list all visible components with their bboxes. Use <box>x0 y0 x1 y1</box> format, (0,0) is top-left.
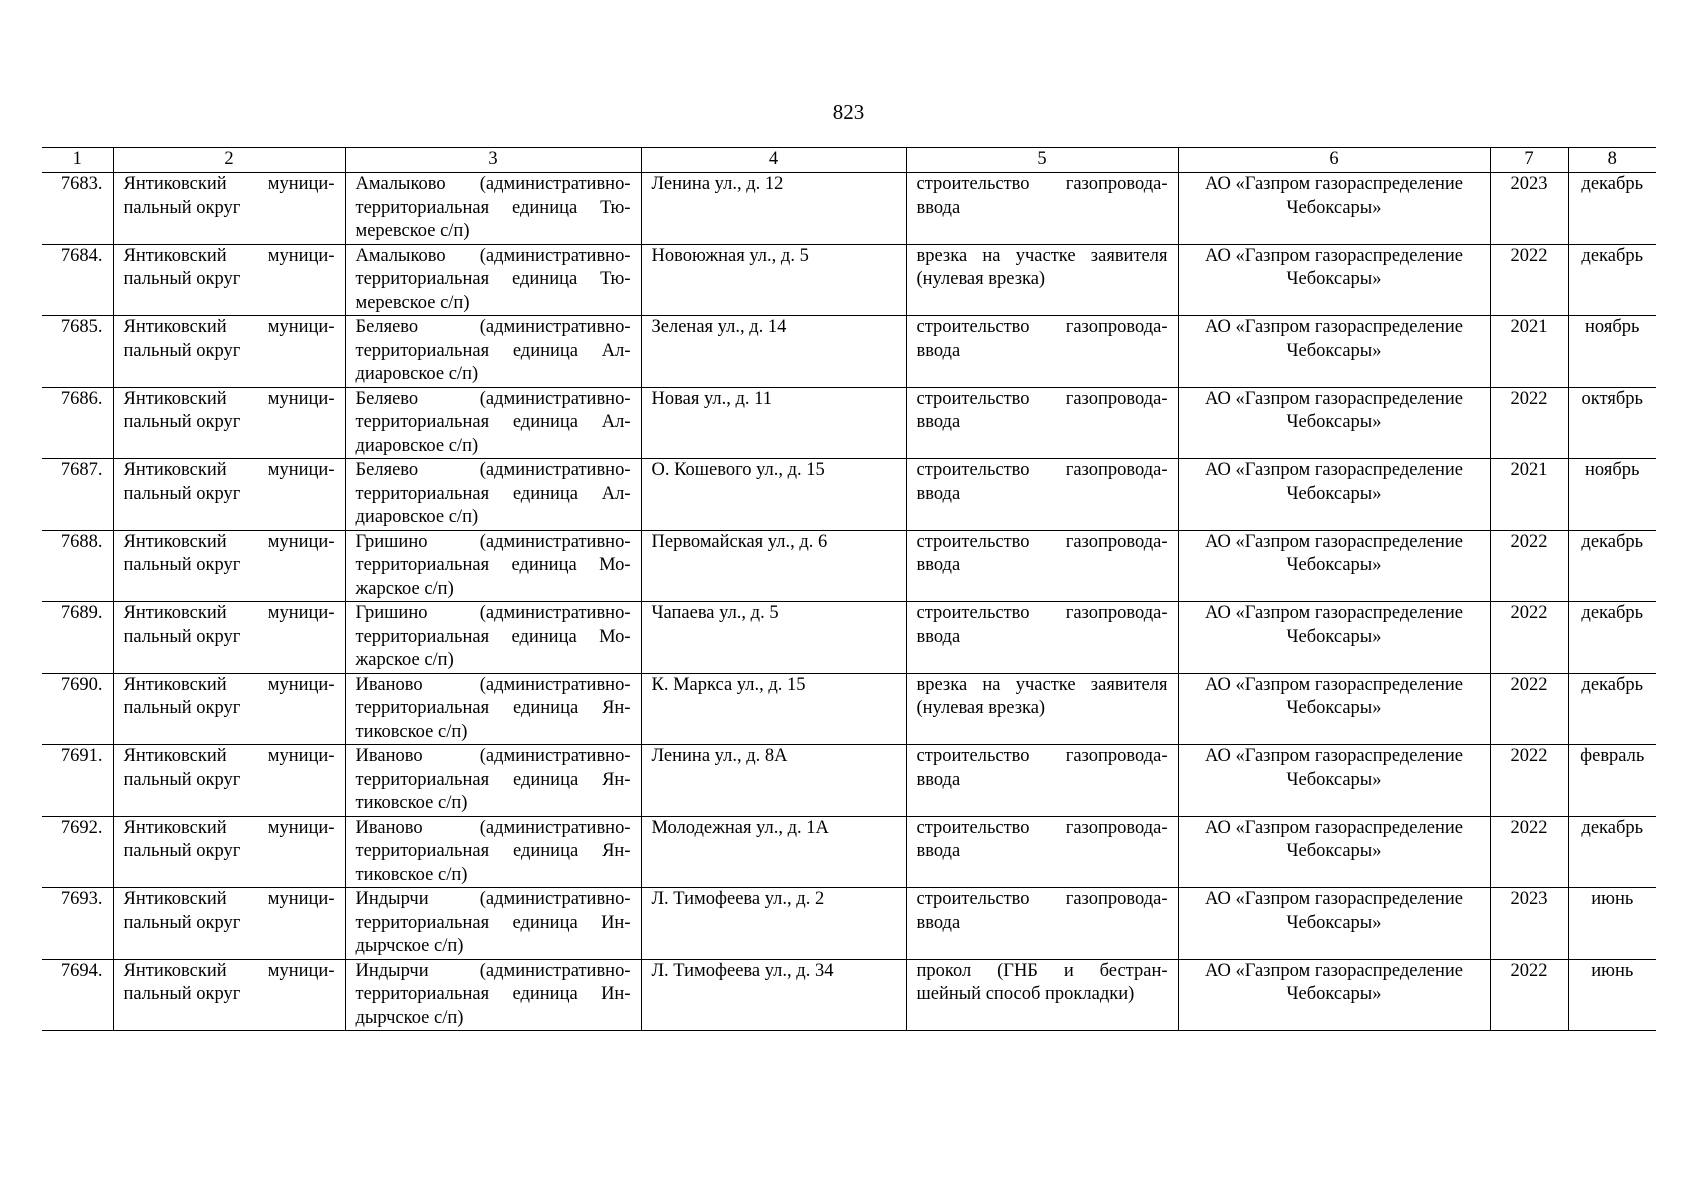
district-cell: Янтиковский муници-пальный округ <box>113 888 345 960</box>
work-type-cell: врезка на участке заявителя (нулевая врезка) <box>906 673 1178 745</box>
organization-cell: АО «Газпром газораспределение Чебоксары» <box>1178 530 1490 602</box>
month-cell: декабрь <box>1568 602 1656 674</box>
work-type-cell: строительство газопровода-ввода <box>906 387 1178 459</box>
column-header-1: 1 <box>42 148 113 173</box>
work-type-cell: строительство газопровода-ввода <box>906 316 1178 388</box>
year-cell: 2022 <box>1490 602 1568 674</box>
work-type-cell: строительство газопровода-ввода <box>906 816 1178 888</box>
year-cell: 2023 <box>1490 888 1568 960</box>
year-cell: 2023 <box>1490 173 1568 245</box>
row-number: 7692. <box>42 816 113 888</box>
organization-cell: АО «Газпром газораспределение Чебоксары» <box>1178 316 1490 388</box>
table-row <box>42 745 1656 817</box>
month-cell: декабрь <box>1568 673 1656 745</box>
work-type-cell: строительство газопровода-ввода <box>906 602 1178 674</box>
address-cell: Первомайская ул., д. 6 <box>641 530 906 602</box>
column-header-6: 6 <box>1178 148 1490 173</box>
work-type-cell: строительство газопровода-ввода <box>906 745 1178 817</box>
year-cell: 2022 <box>1490 673 1568 745</box>
year-cell: 2022 <box>1490 387 1568 459</box>
work-type-cell: строительство газопровода-ввода <box>906 888 1178 960</box>
row-number: 7683. <box>42 173 113 245</box>
organization-cell: АО «Газпром газораспределение Чебоксары» <box>1178 888 1490 960</box>
organization-cell: АО «Газпром газораспределение Чебоксары» <box>1178 387 1490 459</box>
address-cell: Новоюжная ул., д. 5 <box>641 244 906 316</box>
year-cell: 2022 <box>1490 816 1568 888</box>
address-cell: Л. Тимофеева ул., д. 2 <box>641 888 906 960</box>
row-number: 7686. <box>42 387 113 459</box>
row-number: 7693. <box>42 888 113 960</box>
address-cell: Ленина ул., д. 12 <box>641 173 906 245</box>
header-row <box>42 148 1656 173</box>
organization-cell: АО «Газпром газораспределение Чебоксары» <box>1178 244 1490 316</box>
row-number: 7684. <box>42 244 113 316</box>
register-table <box>42 147 1656 1031</box>
row-number: 7691. <box>42 745 113 817</box>
year-cell: 2022 <box>1490 745 1568 817</box>
organization-cell: АО «Газпром газораспределение Чебоксары» <box>1178 959 1490 1031</box>
table-row <box>42 816 1656 888</box>
address-cell: Л. Тимофеева ул., д. 34 <box>641 959 906 1031</box>
district-cell: Янтиковский муници-пальный округ <box>113 387 345 459</box>
table-row <box>42 459 1656 531</box>
locality-cell: Амалыково (административно-территориальная единица Тю-меревское с/п) <box>345 173 641 245</box>
locality-cell: Беляево (административно-территориальная единица Ал-диаровское с/п) <box>345 316 641 388</box>
district-cell: Янтиковский муници-пальный округ <box>113 602 345 674</box>
address-cell: К. Маркса ул., д. 15 <box>641 673 906 745</box>
work-type-cell: строительство газопровода-ввода <box>906 173 1178 245</box>
work-type-cell: прокол (ГНБ и бестран-шейный способ прокладки) <box>906 959 1178 1031</box>
table-row <box>42 602 1656 674</box>
month-cell: декабрь <box>1568 244 1656 316</box>
address-cell: Чапаева ул., д. 5 <box>641 602 906 674</box>
locality-cell: Иваново (административно-территориальная единица Ян-тиковское с/п) <box>345 745 641 817</box>
organization-cell: АО «Газпром газораспределение Чебоксары» <box>1178 745 1490 817</box>
column-header-4: 4 <box>641 148 906 173</box>
table-row <box>42 673 1656 745</box>
locality-cell: Индырчи (административно-территориальная единица Ин-дырчское с/п) <box>345 959 641 1031</box>
organization-cell: АО «Газпром газораспределение Чебоксары» <box>1178 459 1490 531</box>
district-cell: Янтиковский муници-пальный округ <box>113 459 345 531</box>
table-row <box>42 173 1656 245</box>
month-cell: декабрь <box>1568 530 1656 602</box>
table-row <box>42 959 1656 1031</box>
row-number: 7689. <box>42 602 113 674</box>
district-cell: Янтиковский муници-пальный округ <box>113 673 345 745</box>
organization-cell: АО «Газпром газораспределение Чебоксары» <box>1178 673 1490 745</box>
locality-cell: Индырчи (административно-территориальная единица Ин-дырчское с/п) <box>345 888 641 960</box>
district-cell: Янтиковский муници-пальный округ <box>113 816 345 888</box>
address-cell: Молодежная ул., д. 1А <box>641 816 906 888</box>
locality-cell: Беляево (административно-территориальная единица Ал-диаровское с/п) <box>345 387 641 459</box>
month-cell: октябрь <box>1568 387 1656 459</box>
address-cell: Ленина ул., д. 8А <box>641 745 906 817</box>
row-number: 7687. <box>42 459 113 531</box>
month-cell: июнь <box>1568 959 1656 1031</box>
table-row <box>42 387 1656 459</box>
table-row <box>42 530 1656 602</box>
month-cell: ноябрь <box>1568 316 1656 388</box>
column-header-5: 5 <box>906 148 1178 173</box>
table-row <box>42 244 1656 316</box>
month-cell: февраль <box>1568 745 1656 817</box>
address-cell: О. Кошевого ул., д. 15 <box>641 459 906 531</box>
locality-cell: Гришино (административно-территориальная единица Мо-жарское с/п) <box>345 602 641 674</box>
district-cell: Янтиковский муници-пальный округ <box>113 959 345 1031</box>
organization-cell: АО «Газпром газораспределение Чебоксары» <box>1178 602 1490 674</box>
table-row <box>42 316 1656 388</box>
row-number: 7685. <box>42 316 113 388</box>
year-cell: 2021 <box>1490 316 1568 388</box>
row-number: 7690. <box>42 673 113 745</box>
page-number: 823 <box>832 100 865 124</box>
column-header-2: 2 <box>113 148 345 173</box>
row-number: 7688. <box>42 530 113 602</box>
locality-cell: Гришино (административно-территориальная единица Мо-жарское с/п) <box>345 530 641 602</box>
locality-cell: Иваново (административно-территориальная единица Ян-тиковское с/п) <box>345 816 641 888</box>
year-cell: 2022 <box>1490 959 1568 1031</box>
district-cell: Янтиковский муници-пальный округ <box>113 530 345 602</box>
year-cell: 2021 <box>1490 459 1568 531</box>
column-header-7: 7 <box>1490 148 1568 173</box>
address-cell: Зеленая ул., д. 14 <box>641 316 906 388</box>
table-header <box>42 148 1656 173</box>
year-cell: 2022 <box>1490 244 1568 316</box>
work-type-cell: строительство газопровода-ввода <box>906 530 1178 602</box>
table-body <box>42 173 1656 1031</box>
district-cell: Янтиковский муници-пальный округ <box>113 244 345 316</box>
year-cell: 2022 <box>1490 530 1568 602</box>
district-cell: Янтиковский муници-пальный округ <box>113 173 345 245</box>
month-cell: декабрь <box>1568 816 1656 888</box>
column-header-8: 8 <box>1568 148 1656 173</box>
district-cell: Янтиковский муници-пальный округ <box>113 316 345 388</box>
work-type-cell: врезка на участке заявителя (нулевая врезка) <box>906 244 1178 316</box>
table-row <box>42 888 1656 960</box>
row-number: 7694. <box>42 959 113 1031</box>
work-type-cell: строительство газопровода-ввода <box>906 459 1178 531</box>
address-cell: Новая ул., д. 11 <box>641 387 906 459</box>
district-cell: Янтиковский муници-пальный округ <box>113 745 345 817</box>
locality-cell: Иваново (административно-территориальная единица Ян-тиковское с/п) <box>345 673 641 745</box>
locality-cell: Амалыково (административно-территориальная единица Тю-меревское с/п) <box>345 244 641 316</box>
organization-cell: АО «Газпром газораспределение Чебоксары» <box>1178 173 1490 245</box>
month-cell: ноябрь <box>1568 459 1656 531</box>
organization-cell: АО «Газпром газораспределение Чебоксары» <box>1178 816 1490 888</box>
column-header-3: 3 <box>345 148 641 173</box>
locality-cell: Беляево (административно-территориальная единица Ал-диаровское с/п) <box>345 459 641 531</box>
month-cell: декабрь <box>1568 173 1656 245</box>
month-cell: июнь <box>1568 888 1656 960</box>
